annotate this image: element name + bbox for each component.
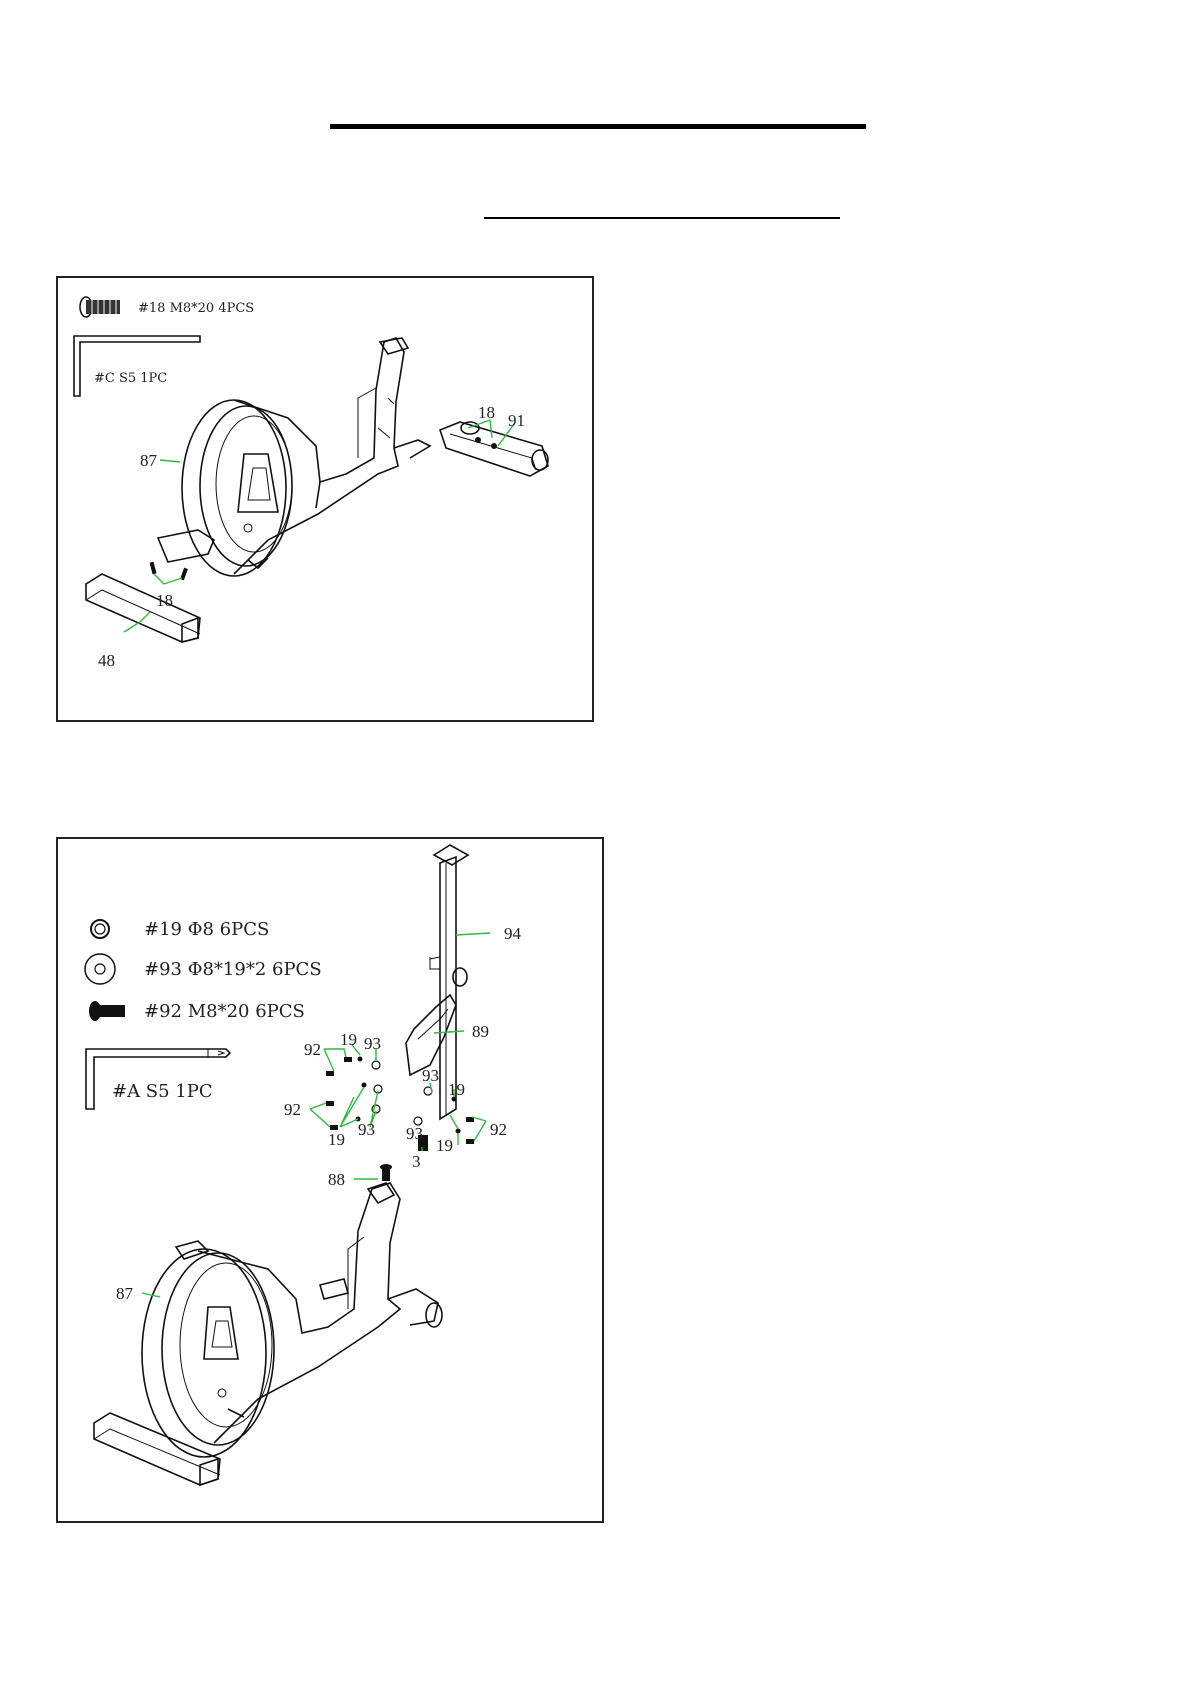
callout-18-bottom: 18 [156,591,173,610]
bolt-icon [80,297,120,317]
callout-19-d: 19 [436,1136,453,1155]
part-label-18: #18 M8*20 4PCS [138,301,255,316]
callout-87: 87 [116,1284,133,1303]
part-label-93: #93 Φ8*19*2 6PCS [144,959,322,980]
flat-washer-icon [85,954,115,984]
callout-93-c: 93 [422,1066,439,1085]
callout-88: 88 [328,1170,345,1189]
callout-94: 94 [504,924,521,943]
part-label-a: #A S5 1PC [112,1081,213,1102]
part-label-92: #92 M8*20 6PCS [144,1001,305,1022]
subtitle-rule [484,217,840,219]
callout-3: 3 [412,1152,421,1171]
part-label-19: #19 Φ8 6PCS [144,919,270,940]
step-2-illustration [58,839,602,1521]
rear-stabilizer-48 [86,574,200,642]
assembly-step-1-diagram [56,276,594,722]
callout-91: 91 [508,411,525,430]
front-stabilizer-91 [440,422,548,476]
part-label-c: #C S5 1PC [94,371,168,386]
callout-92-c: 92 [490,1120,507,1139]
callout-92-a: 92 [304,1040,321,1059]
bolt-88 [380,1164,392,1181]
allen-key-icon [74,336,200,396]
spring-washer-icon [91,920,109,938]
frame-assembly [158,338,430,576]
callout-48: 48 [98,651,115,670]
callout-93-a: 93 [364,1034,381,1053]
callout-93-b: 93 [358,1120,375,1139]
assembly-step-2-diagram [56,837,604,1523]
title-rule [330,124,866,129]
callout-89: 89 [472,1022,489,1041]
step-1-illustration [58,278,592,720]
bolt-icon [89,1001,125,1021]
callout-19-c: 19 [448,1080,465,1099]
fasteners-group [326,1057,474,1145]
callout-93-d: 93 [406,1124,423,1143]
callout-18-top: 18 [478,403,495,422]
callout-19-a: 19 [340,1030,357,1049]
callout-87: 87 [140,451,157,470]
callout-19-b: 19 [328,1130,345,1149]
callout-92-b: 92 [284,1100,301,1119]
cover-89 [406,995,456,1075]
frame-assembly [94,1183,442,1485]
bolts-18 [150,562,188,581]
